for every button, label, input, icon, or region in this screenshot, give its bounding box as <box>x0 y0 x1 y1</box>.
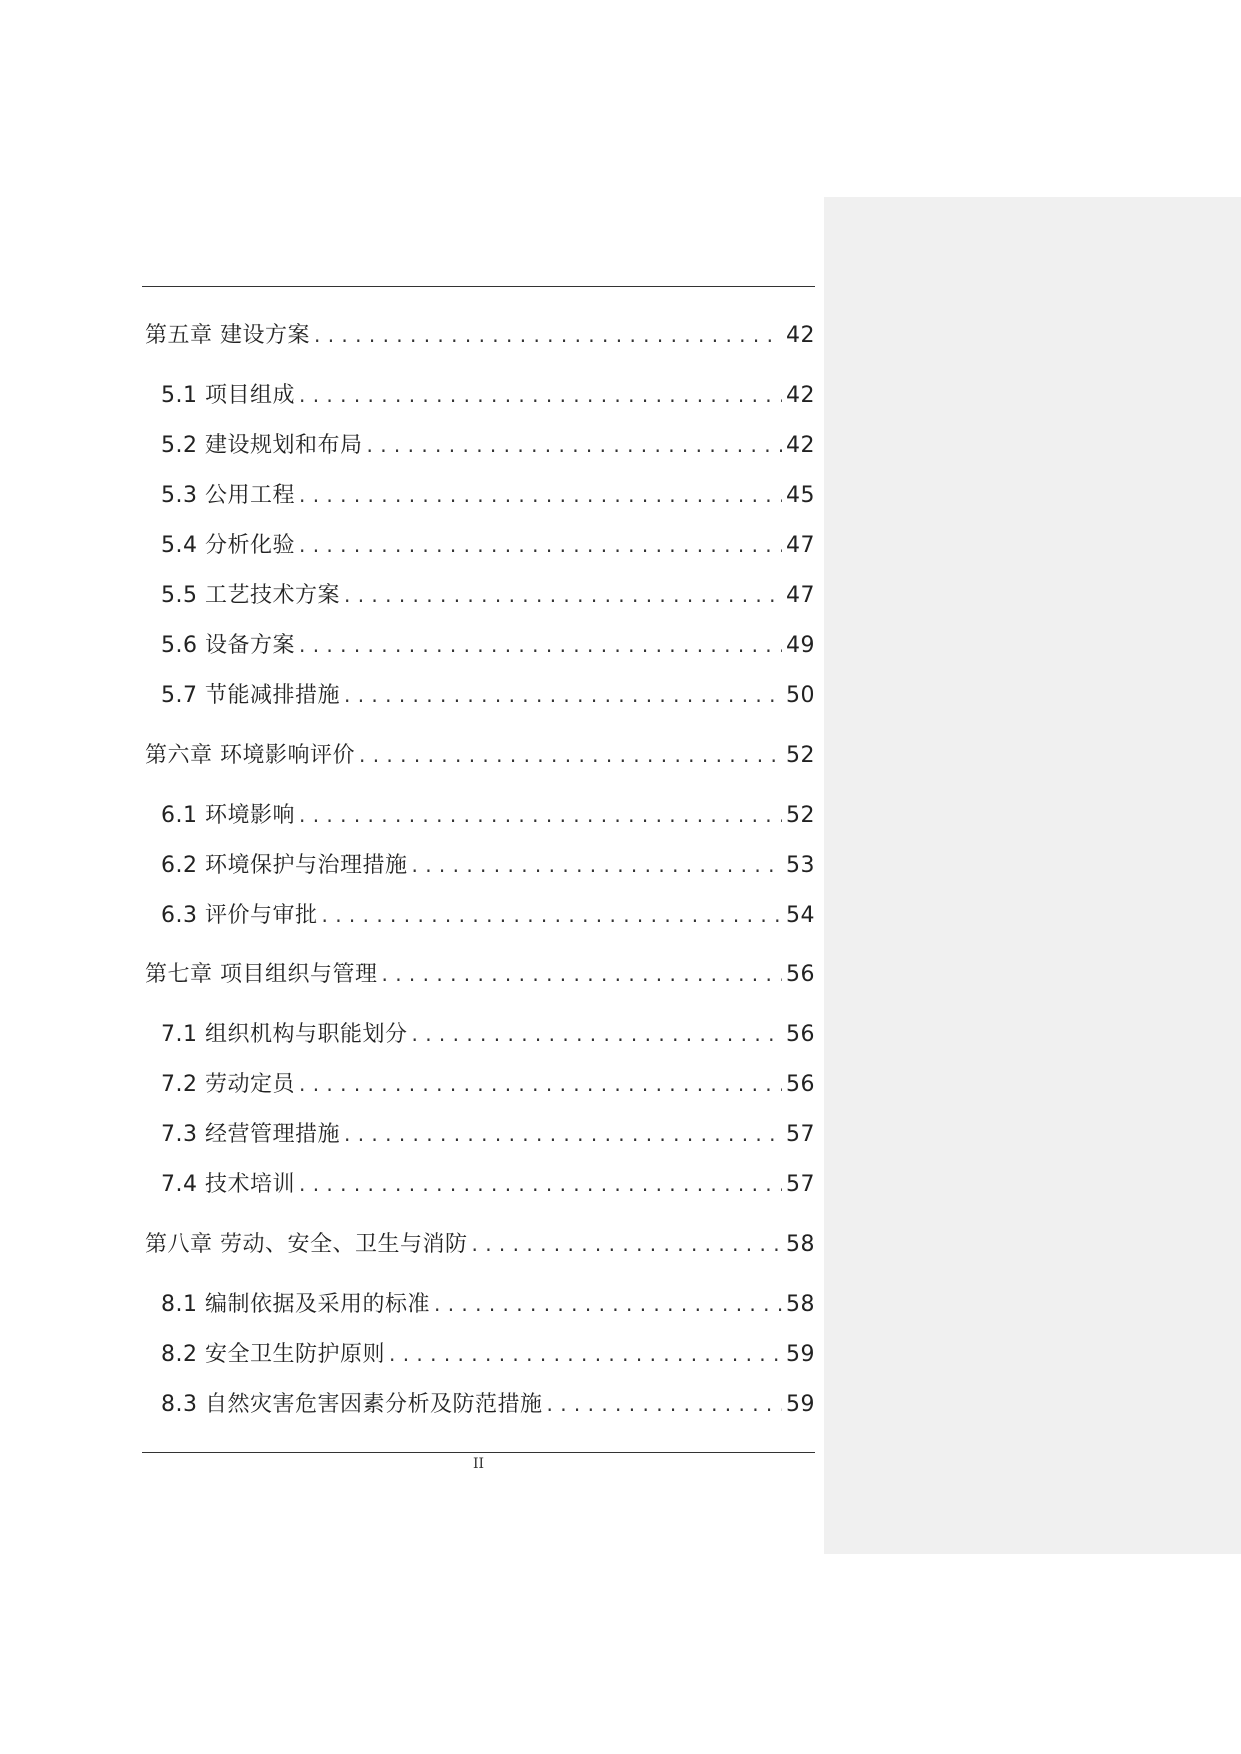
toc-entry-page: 59 <box>786 1342 815 1367</box>
toc-entry-label: 5.3 公用工程 <box>161 483 295 508</box>
toc-entry-label: 7.2 劳动定员 <box>161 1072 295 1097</box>
footer-rule <box>142 1452 815 1453</box>
toc-entry-page: 56 <box>786 962 815 987</box>
toc-entry-page: 49 <box>786 633 815 658</box>
toc-entry-label: 5.5 工艺技术方案 <box>161 583 340 608</box>
toc-dot-leader <box>299 1169 782 1199</box>
toc-entry-label: 8.1 编制依据及采用的标准 <box>161 1292 430 1317</box>
toc-dot-leader <box>472 1229 783 1259</box>
toc-entry-label: 7.4 技术培训 <box>161 1172 295 1197</box>
toc-entry-section-7-1[interactable] <box>161 1019 815 1049</box>
toc-entry-section-5-4[interactable] <box>161 530 815 560</box>
toc-entry-label: 8.2 安全卫生防护原则 <box>161 1342 385 1367</box>
toc-entry-section-5-5[interactable] <box>161 580 815 610</box>
toc-entry-label: 第五章 建设方案 <box>145 323 310 348</box>
toc-entry-label: 第八章 劳动、安全、卫生与消防 <box>145 1232 468 1257</box>
toc-dot-leader <box>321 900 782 930</box>
toc-dot-leader <box>434 1289 782 1319</box>
toc-entry-page: 47 <box>786 583 815 608</box>
toc-entry-page: 42 <box>786 433 815 458</box>
toc-dot-leader <box>344 580 782 610</box>
toc-entry-page: 47 <box>786 533 815 558</box>
toc-entry-section-5-6[interactable] <box>161 630 815 660</box>
toc-entry-label: 5.6 设备方案 <box>161 633 295 658</box>
toc-entry-page: 58 <box>786 1292 815 1317</box>
toc-entry-chapter-5[interactable] <box>145 320 815 350</box>
toc-entry-chapter-6[interactable] <box>145 740 815 770</box>
toc-entry-section-8-2[interactable] <box>161 1339 815 1369</box>
toc-entry-section-8-1[interactable] <box>161 1289 815 1319</box>
toc-entry-section-5-3[interactable] <box>161 480 815 510</box>
toc-entry-page: 58 <box>786 1232 815 1257</box>
toc-entry-page: 50 <box>786 683 815 708</box>
toc-entry-page: 45 <box>786 483 815 508</box>
toc-entry-section-8-3[interactable] <box>161 1389 815 1419</box>
toc-entry-section-7-3[interactable] <box>161 1119 815 1149</box>
toc-entry-label: 5.2 建设规划和布局 <box>161 433 363 458</box>
toc-dot-leader <box>411 850 782 880</box>
toc-entry-label: 7.3 经营管理措施 <box>161 1122 340 1147</box>
toc-entry-section-5-2[interactable] <box>161 430 815 460</box>
toc-entry-label: 第六章 环境影响评价 <box>145 743 355 768</box>
toc-dot-leader <box>299 800 782 830</box>
toc-entry-section-6-3[interactable] <box>161 900 815 930</box>
toc-entry-label: 6.2 环境保护与治理措施 <box>161 853 408 878</box>
toc-dot-leader <box>546 1389 782 1419</box>
toc-dot-leader <box>299 630 782 660</box>
toc-dot-leader <box>344 680 782 710</box>
toc-entry-label: 5.4 分析化验 <box>161 533 295 558</box>
toc-dot-leader <box>382 959 783 989</box>
toc-entry-page: 57 <box>786 1172 815 1197</box>
toc-entry-section-5-7[interactable] <box>161 680 815 710</box>
toc-entry-page: 42 <box>786 323 815 348</box>
toc-dot-leader <box>299 480 782 510</box>
toc-entry-page: 52 <box>786 803 815 828</box>
toc-entry-chapter-7[interactable] <box>145 959 815 989</box>
toc-entry-page: 56 <box>786 1072 815 1097</box>
comment-pane <box>824 197 1241 1554</box>
toc-entry-chapter-8[interactable] <box>145 1229 815 1259</box>
toc-dot-leader <box>299 530 782 560</box>
toc-entry-page: 42 <box>786 383 815 408</box>
toc-entry-label: 6.1 环境影响 <box>161 803 295 828</box>
toc-entry-label: 7.1 组织机构与职能划分 <box>161 1022 408 1047</box>
toc-entry-section-6-1[interactable] <box>161 800 815 830</box>
toc-entry-section-7-2[interactable] <box>161 1069 815 1099</box>
toc-dot-leader <box>359 740 782 770</box>
toc-entry-label: 8.3 自然灾害危害因素分析及防范措施 <box>161 1392 543 1417</box>
toc-dot-leader <box>389 1339 782 1369</box>
page-number: II <box>472 1456 485 1472</box>
toc-entry-section-5-1[interactable] <box>161 380 815 410</box>
toc-entry-label: 5.7 节能减排措施 <box>161 683 340 708</box>
toc-entry-page: 54 <box>786 903 815 928</box>
toc-entry-label: 6.3 评价与审批 <box>161 903 318 928</box>
toc-entry-label: 5.1 项目组成 <box>161 383 295 408</box>
toc-dot-leader <box>299 1069 782 1099</box>
toc-dot-leader <box>314 320 782 350</box>
toc-dot-leader <box>366 430 782 460</box>
toc-entry-section-7-4[interactable] <box>161 1169 815 1199</box>
toc-entry-section-6-2[interactable] <box>161 850 815 880</box>
toc-dot-leader <box>299 380 782 410</box>
toc-entry-page: 52 <box>786 743 815 768</box>
toc-entry-page: 57 <box>786 1122 815 1147</box>
toc-dot-leader <box>411 1019 782 1049</box>
header-rule <box>142 286 815 287</box>
toc-entry-label: 第七章 项目组织与管理 <box>145 962 378 987</box>
toc-entry-page: 53 <box>786 853 815 878</box>
toc-dot-leader <box>344 1119 782 1149</box>
toc-entry-page: 56 <box>786 1022 815 1047</box>
toc-entry-page: 59 <box>786 1392 815 1417</box>
